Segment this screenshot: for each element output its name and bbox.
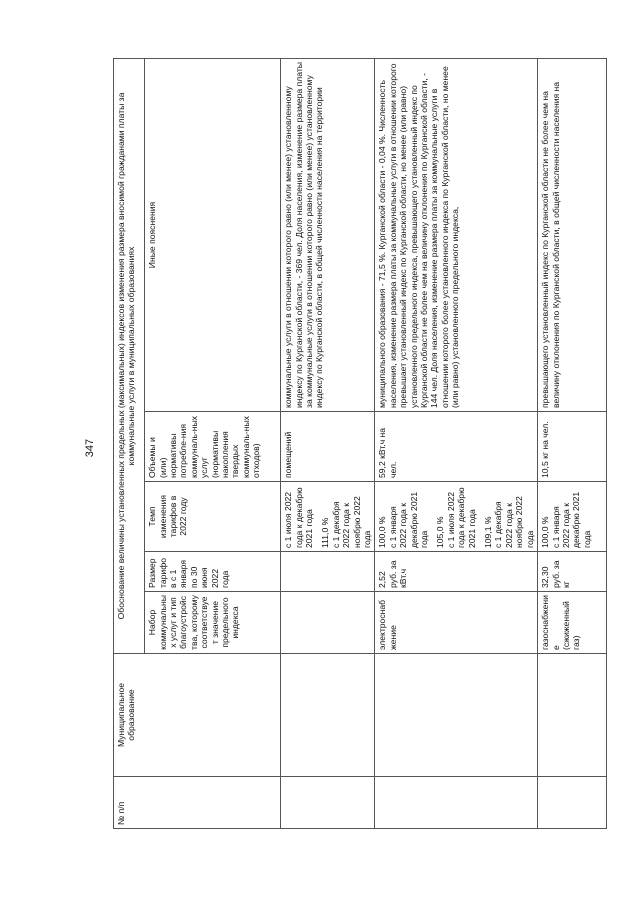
cell-volume: 10,5 кг на чел. [538,412,607,482]
rate-line: 111,0 % [320,517,331,548]
rate-line: 100,0 % [377,516,388,548]
cell-notes: коммунальные услуги в отношении которого равно (или менее) установленному индексу по Курганской области, - 369 чел. Доля населения, изменение размера платы за коммунальные услуги в отношении которого равно (или менее) установленному индексу по Курганской области, в общей численности населения на территории [281,59,375,412]
cell-municipality [375,654,538,777]
cell-service: электроснабжение [375,592,538,654]
rate-line: с 1 июля 2022 года к декабрю 2021 года [283,487,314,548]
header-municipality: Муниципальное образование [114,654,281,777]
cell-num [375,777,538,829]
rate-line: с 1 января 2022 года к декабрю 2021 года [387,491,430,548]
table-row [538,59,607,829]
rate-line: с 1 января 2022 года к декабрю 2021 года [550,491,592,548]
rate-line: с 1 июля 2022 года к декабрю 2021 года [445,487,477,548]
page-number: 347 [84,438,96,458]
cell-service: газоснабжение (сжиженный газ) [538,592,607,654]
cell-notes: превышающего установленный индекс по Курганской области не более чем на величину отклонения по Курганской области, в общей численности населения на [538,59,607,412]
header-volumes: Объемы и (или) нормативы потребле-ния коммуналь-ных услуг (нормативы накопления твердых коммуналь-ных отходов) [145,412,281,482]
header-tariff-rate: Темп изменения тарифов в 2022 году [145,482,281,552]
rate-line: с 1 декабря 2022 года к ноябрю 2022 года [493,496,535,548]
cell-municipality [538,654,607,777]
table-row [375,59,538,829]
cell-rate [281,482,375,552]
header-tariff-size: Размер тарифов с 1 января по 30 июня 2022 года [145,552,281,592]
cell-volume: 59,2 кВт.ч на чел. [375,412,538,482]
justification-table [113,58,607,829]
cell-num [281,777,375,829]
rotated-table-container [113,59,607,829]
cell-notes: муниципального образования - 71,5 %. Курганской области - 0,04 %. Численность населения, изменение размера платы за коммунальные услуги в отношении которого превышает установленный индекс по Курганской области, но менее (или равно) установленного предельного индекса, превышающего установленный индекс по Курганской области не более чем на величину отклонения по Курганской области, - 144 чел. Доля населения, изменение размера платы за коммунальные услуги в отношении которого более установленного индекса по Курганской области, но менее (или равно) установленного предельного индекса, [375,59,538,412]
table-row [281,59,375,829]
cell-volume: помещений [281,412,375,482]
header-group-title: Обоснование величины установленных предельных (максимальных) индексов изменения размера вносимой гражданами платы за коммунальные услуги в муниципальных образованиях [114,59,145,654]
rate-line: 100,0 % [540,516,551,548]
cell-municipality [281,654,375,777]
header-row-1 [114,59,145,829]
cell-rate [538,482,607,552]
cell-tariff: 32,30 руб. за кг [538,552,607,592]
rate-line: с 1 декабря 2022 года к ноябрю 2022 года [330,496,373,548]
cell-tariff [281,552,375,592]
cell-rate [375,482,538,552]
cell-num [538,777,607,829]
rate-line: 105,0 % [435,516,446,548]
cell-service [281,592,375,654]
rate-line: 109,1 % [483,516,494,548]
cell-tariff: 2,52 руб. за кВт.ч [375,552,538,592]
header-notes: Иные пояснения [145,59,281,412]
header-num: № п/п [114,777,281,829]
header-service-set: Набор коммунальных услуг и тип благоустройства, которому соответствует значение предельного индекса [145,592,281,654]
